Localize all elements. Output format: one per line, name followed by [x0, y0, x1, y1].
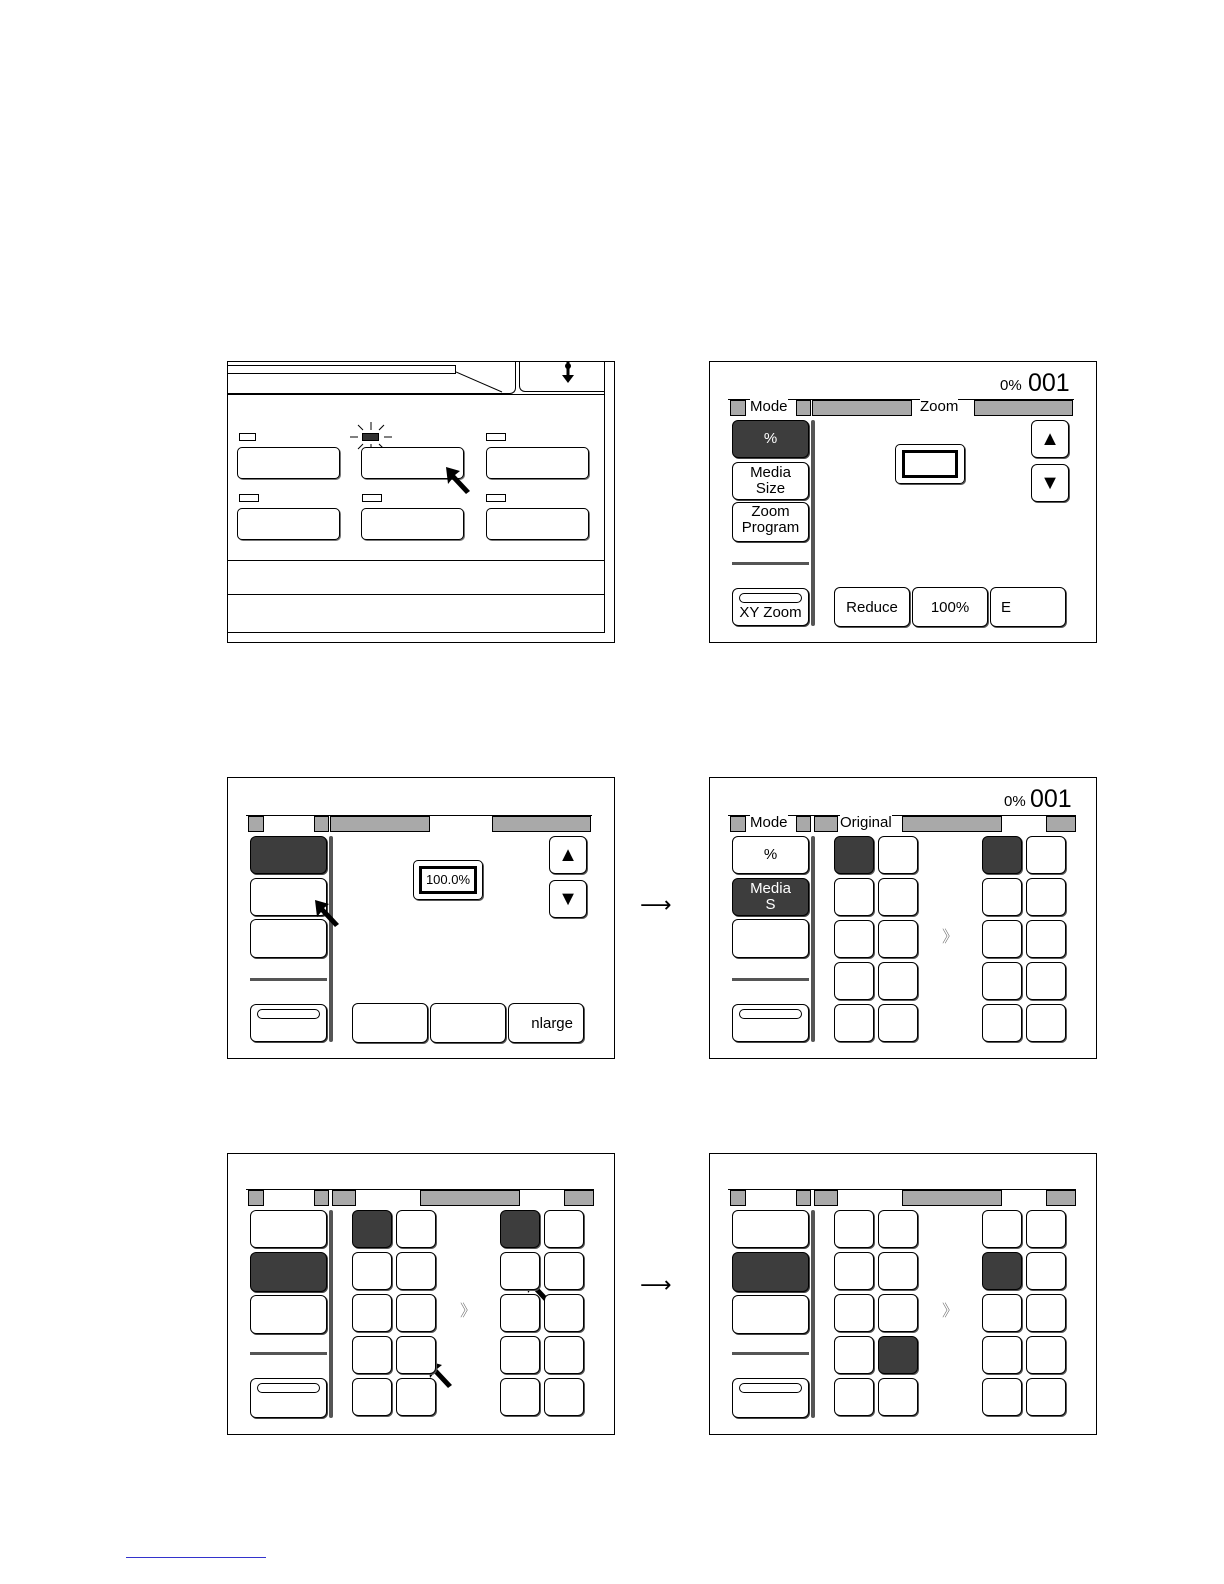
zoom-down-button[interactable]: [1031, 464, 1069, 502]
indicator-led: [486, 494, 506, 502]
up-triangle-icon: ▲: [558, 843, 578, 866]
reduce-label: Reduce: [846, 598, 898, 616]
tab-marker: [730, 1190, 746, 1206]
side-button-media-size[interactable]: [732, 1252, 809, 1292]
tab-marker: [248, 816, 264, 832]
xy-zoom-pill: [257, 1383, 320, 1393]
side-scroll-bar[interactable]: [811, 1210, 815, 1418]
size-cell[interactable]: [1026, 836, 1066, 874]
size-cell[interactable]: [878, 1336, 918, 1374]
panel-bottom-line: [228, 632, 604, 633]
size-cell[interactable]: [834, 1378, 874, 1416]
tab-original[interactable]: Original: [840, 814, 892, 831]
size-cell[interactable]: [1026, 1004, 1066, 1042]
side-scroll-bar[interactable]: [811, 836, 815, 1042]
enlarge-button[interactable]: [508, 1003, 584, 1043]
side-scroll-bar[interactable]: [329, 1210, 333, 1418]
panel-right-edge: [604, 362, 605, 633]
size-cell[interactable]: [878, 836, 918, 874]
top-divider: [228, 394, 604, 395]
tab-gray-bar: [812, 400, 912, 416]
indicator-led: [239, 433, 256, 441]
size-cell[interactable]: [982, 1336, 1022, 1374]
size-cell[interactable]: [544, 1210, 584, 1248]
size-cell[interactable]: [352, 1336, 392, 1374]
indicator-led: [362, 494, 382, 502]
download-arrow-icon: [558, 362, 578, 386]
side-button-percent[interactable]: [732, 836, 809, 874]
size-cell[interactable]: [396, 1210, 436, 1248]
enlarge-label: nlarge: [531, 1014, 573, 1032]
down-triangle-icon: ▼: [558, 887, 578, 910]
side-media-label: Media S: [750, 880, 791, 913]
size-cell[interactable]: [982, 1294, 1022, 1332]
top-display-strip: [228, 365, 456, 374]
side-divider: [732, 1352, 809, 1355]
size-cell[interactable]: [1026, 1294, 1066, 1332]
size-cell[interactable]: [834, 1252, 874, 1290]
tab-marker: [814, 816, 838, 832]
size-cell[interactable]: [500, 1336, 540, 1374]
tab-marker: [796, 400, 811, 416]
xy-zoom-button[interactable]: [250, 1004, 327, 1042]
size-cell[interactable]: [878, 1294, 918, 1332]
media-size-select-screen: [227, 1153, 615, 1435]
display-slant-line: [456, 370, 506, 394]
function-button[interactable]: [486, 447, 589, 479]
side-zoom-program-label: Zoom Program: [741, 503, 800, 536]
copy-count: 001: [1028, 369, 1070, 397]
down-triangle-icon: ▼: [1040, 471, 1060, 494]
zoom-up-button[interactable]: [1031, 420, 1069, 458]
full-size-button[interactable]: [430, 1003, 506, 1043]
tab-marker: [730, 400, 746, 416]
side-divider: [732, 562, 809, 565]
enlarge-button[interactable]: [990, 587, 1066, 627]
xy-zoom-pill: [257, 1009, 320, 1019]
tab-zoom[interactable]: Zoom: [920, 398, 959, 415]
pointer-arrow-icon: [444, 465, 474, 495]
full-size-button[interactable]: [912, 587, 988, 627]
size-cell[interactable]: [834, 1004, 874, 1042]
side-divider: [732, 978, 809, 981]
xy-zoom-label: XY Zoom: [739, 604, 802, 621]
function-button[interactable]: [361, 508, 464, 540]
copy-count: 001: [1030, 785, 1072, 813]
indicator-led: [486, 433, 506, 441]
size-cell[interactable]: [500, 1378, 540, 1416]
size-cell[interactable]: [544, 1378, 584, 1416]
size-cell[interactable]: [982, 836, 1022, 874]
size-cell[interactable]: [834, 962, 874, 1000]
side-button-percent[interactable]: [732, 420, 809, 458]
size-cell[interactable]: [544, 1252, 584, 1290]
reduce-button[interactable]: [834, 587, 910, 627]
size-cell[interactable]: [500, 1210, 540, 1248]
zoom-value-display: [413, 860, 483, 900]
side-divider: [250, 978, 327, 981]
xy-zoom-pill: [739, 1009, 802, 1019]
zoom-value-text: 100.0%: [425, 872, 471, 887]
size-cell[interactable]: [878, 920, 918, 958]
size-cell[interactable]: [352, 1210, 392, 1248]
side-button-zoom-program[interactable]: [250, 1295, 327, 1334]
size-cell[interactable]: [834, 878, 874, 916]
function-button[interactable]: [237, 447, 340, 479]
size-cell[interactable]: [834, 836, 874, 874]
xy-zoom-pill: [739, 593, 802, 603]
size-cell[interactable]: [1026, 1378, 1066, 1416]
tab-marker: [796, 1190, 811, 1206]
tab-gray-bar: [902, 816, 1002, 832]
tab-mode[interactable]: Mode: [750, 814, 788, 831]
size-cell[interactable]: [878, 1210, 918, 1248]
size-cell[interactable]: [1026, 962, 1066, 1000]
size-cell[interactable]: [500, 1252, 540, 1290]
xy-zoom-pill: [739, 1383, 802, 1393]
side-divider: [250, 1352, 327, 1355]
side-percent-label: %: [763, 430, 778, 447]
size-cell[interactable]: [1026, 920, 1066, 958]
size-cell[interactable]: [1026, 1210, 1066, 1248]
zoom-screen-step: [227, 777, 615, 1059]
size-cell[interactable]: [396, 1336, 436, 1374]
size-cell[interactable]: [982, 1004, 1022, 1042]
size-cell[interactable]: [878, 962, 918, 1000]
tab-gray-bar: [420, 1190, 520, 1206]
size-cell[interactable]: [1026, 878, 1066, 916]
size-cell[interactable]: [878, 1378, 918, 1416]
size-cell[interactable]: [878, 1004, 918, 1042]
size-cell[interactable]: [982, 1252, 1022, 1290]
panel-divider: [228, 560, 604, 561]
zoom-value-box: [419, 866, 477, 894]
tab-gray-bar: [902, 1190, 1002, 1206]
flow-arrow: ⟶: [640, 892, 672, 917]
tab-gray-bar: [330, 816, 430, 832]
side-scroll-bar[interactable]: [329, 836, 333, 1042]
copy-count-small: 0%: [1004, 793, 1026, 810]
media-size-screen: [709, 777, 1097, 1059]
size-cell[interactable]: [982, 1378, 1022, 1416]
footer-underline: [126, 1557, 266, 1558]
copy-count-small: 0%: [1000, 377, 1022, 394]
size-cell[interactable]: [1026, 1336, 1066, 1374]
xy-zoom-button[interactable]: [732, 1004, 809, 1042]
size-cell[interactable]: [982, 1210, 1022, 1248]
zoom-down-button[interactable]: [549, 880, 587, 918]
chevron-right-icon: 》: [942, 1303, 959, 1320]
xy-zoom-button[interactable]: [250, 1378, 327, 1418]
top-line-2: [228, 362, 604, 363]
function-button[interactable]: [237, 508, 340, 540]
size-cell[interactable]: [834, 920, 874, 958]
size-cell[interactable]: [878, 1252, 918, 1290]
tab-marker: [332, 1190, 356, 1206]
chevron-right-icon: 》: [460, 1303, 477, 1320]
size-cell[interactable]: [834, 1294, 874, 1332]
chevron-right-icon: 》: [942, 929, 959, 946]
size-cell[interactable]: [982, 920, 1022, 958]
tab-mode[interactable]: Mode: [750, 398, 788, 415]
xy-zoom-button[interactable]: [732, 588, 809, 626]
size-cell[interactable]: [834, 1210, 874, 1248]
tab-gray-bar: [492, 816, 591, 832]
tab-marker: [314, 816, 329, 832]
tab-marker: [814, 1190, 838, 1206]
size-cell[interactable]: [352, 1252, 392, 1290]
size-cell[interactable]: [982, 878, 1022, 916]
panel-divider: [228, 594, 604, 595]
zoom-value-box: [902, 450, 958, 478]
tab-gray-bar: [1046, 1190, 1076, 1206]
size-cell[interactable]: [396, 1252, 436, 1290]
side-percent-label: %: [763, 846, 778, 863]
tab-marker: [730, 816, 746, 832]
side-button-media-size[interactable]: [250, 1252, 327, 1292]
full-size-label: 100%: [930, 598, 970, 616]
size-cell[interactable]: [544, 1336, 584, 1374]
zoom-value-display: [895, 444, 965, 484]
side-button-zoom-program[interactable]: [732, 919, 809, 958]
tab-marker: [248, 1190, 264, 1206]
size-cell[interactable]: [396, 1378, 436, 1416]
side-button-percent[interactable]: [250, 836, 327, 874]
size-cell[interactable]: [544, 1294, 584, 1332]
up-triangle-icon: ▲: [1040, 427, 1060, 450]
zoom-up-button[interactable]: [549, 836, 587, 874]
side-button-percent[interactable]: [250, 1210, 327, 1248]
tab-gray-bar: [974, 400, 1073, 416]
tab-gray-bar: [564, 1190, 594, 1206]
side-button-zoom-program[interactable]: [732, 1295, 809, 1334]
tab-marker: [796, 816, 811, 832]
side-button-media-size[interactable]: [732, 878, 809, 916]
size-cell[interactable]: [982, 962, 1022, 1000]
function-button[interactable]: [486, 508, 589, 540]
pointer-arrow-icon: [313, 898, 343, 928]
size-cell[interactable]: [500, 1294, 540, 1332]
reduce-button[interactable]: [352, 1003, 428, 1043]
size-cell[interactable]: [878, 878, 918, 916]
zoom-screen: [709, 361, 1097, 643]
tab-marker: [314, 1190, 329, 1206]
size-cell[interactable]: [352, 1378, 392, 1416]
side-scroll-bar[interactable]: [811, 420, 815, 626]
side-button-zoom-program[interactable]: [732, 502, 809, 542]
indicator-led: [239, 494, 259, 502]
size-cell[interactable]: [396, 1294, 436, 1332]
size-cell[interactable]: [834, 1336, 874, 1374]
size-cell[interactable]: [1026, 1252, 1066, 1290]
side-button-media-size[interactable]: [732, 462, 809, 500]
side-media-size-label: Media Size: [750, 464, 791, 497]
xy-zoom-button[interactable]: [732, 1378, 809, 1418]
flow-arrow: ⟶: [640, 1272, 672, 1297]
tab-gray-bar: [1046, 816, 1076, 832]
enlarge-label: E: [1001, 598, 1012, 616]
side-button-percent[interactable]: [732, 1210, 809, 1248]
control-panel-1: [227, 361, 615, 643]
size-cell[interactable]: [352, 1294, 392, 1332]
media-size-result-screen: [709, 1153, 1097, 1435]
